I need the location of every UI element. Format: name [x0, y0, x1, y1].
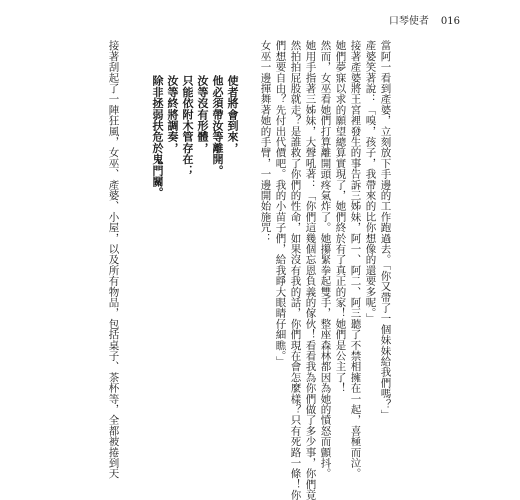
text-column: 她用手指著三姊妹，大聲吼著：「你們這幾個忘恩負義的傢伙！看看我為你們做了多少事，你們竟: [304, 40, 317, 500]
running-header: [389, 12, 460, 27]
spell-line: 使者將會到來，: [226, 75, 239, 154]
book-title: 口琴使者: [388, 16, 429, 27]
text-column: 她們夢寐以求的願望總算實現了，她們終於有了真正的家！她們是公主了！: [334, 40, 347, 394]
spell-line: 他必須帶汝等離開。: [211, 75, 224, 176]
spell-line: 汝等沒有形體，: [196, 75, 209, 154]
text-column: 產婆笑著說：「嗅，孩子，我帶來的比你想像的還要多呢。」: [364, 40, 377, 324]
text-column: 接著產婆將王宮裡發生的事告訴三姊妹，阿一、阿二、阿三聽了不禁相擁在一起，喜極而泣。: [349, 40, 362, 479]
text-column: 女巫一邊揮舞著她的手臂，一邊開始施咒：: [259, 40, 272, 244]
text-column: 接著刮起了一陣狂風，女巫、產婆、小屋，以及所有物品，包括桌子、茶杯等，全都被捲到天: [107, 40, 120, 479]
text-column: 們想要自由？先付出代價吧。我的小苗子們，給我睜大眼睛仔細瞧。」: [274, 40, 287, 367]
text-column: 然拍拍屁股就走？是誰救了你們的性命，如果沒有我的話，你們現在會怎麼樣？只有死路一條！你: [289, 40, 302, 500]
page-number: 016: [440, 16, 460, 27]
spell-line: 只能依附木管存在；: [181, 75, 194, 176]
text-column: 然而，女巫看她們打算離開頭疼氣炸了。她攥緊拳起雙手，整座森林都因為她的憤怒而顫抖。: [319, 40, 332, 479]
spell-line: 汝等終將調奏，: [166, 75, 179, 154]
text-column: 當阿一看到產婆，立刻放下手邊的工作跑過去。「你又帶了一個妹妹給我們嗎？」: [379, 40, 392, 420]
spell-line: 除非拯弱扶危於鬼門關。: [151, 75, 164, 199]
